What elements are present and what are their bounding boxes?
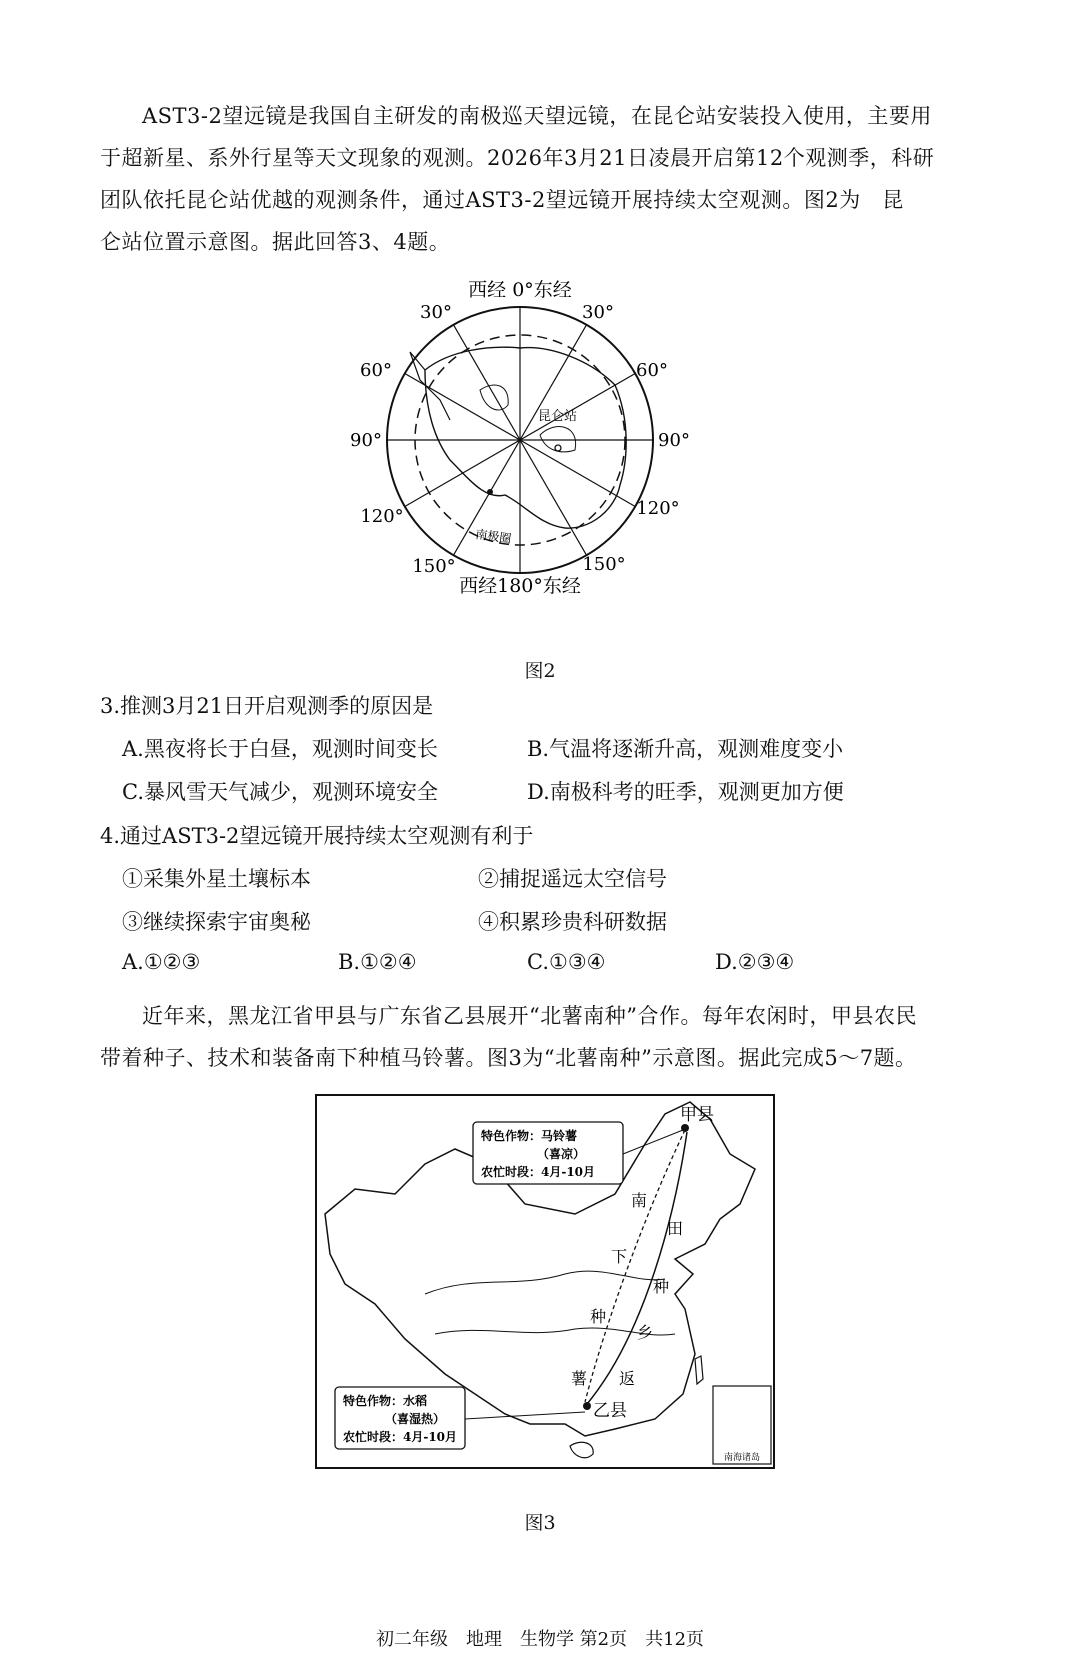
top-box-crop: 特色作物：马铃薯 <box>481 1129 578 1143</box>
passage-1-line-2: 于超新星、系外行星等天文现象的观测。2026年3月21日凌晨开启第12个观测季，科研 <box>100 146 935 170</box>
q4-item-1: ①采集外星土壤标本 <box>122 867 311 891</box>
lon-label-e30: 30° <box>582 302 614 323</box>
passage-1-line-3: 团队依托昆仑站优越的观测条件，通过AST3-2望远镜开展持续太空观测。图2为 昆 <box>100 188 904 212</box>
route-down-char-3: 种 <box>590 1307 607 1326</box>
route-up-char-4: 返 <box>619 1369 636 1388</box>
passage-2-line-2: 带着种子、技术和装备南下种植马铃薯。图3为“北薯南种”示意图。据此完成5～7题。 <box>100 1046 917 1070</box>
figure-2-caption: 图2 <box>524 660 556 682</box>
top-box-season: 农忙时段：4月-10月 <box>481 1165 596 1179</box>
route-up-char-3: 乡 <box>637 1323 654 1342</box>
lon-label-w60: 60° <box>360 360 392 381</box>
lon-label-w150: 150° <box>412 556 456 577</box>
lon-label-e120: 120° <box>636 498 680 519</box>
q3-option-a: A.黑夜将长于白昼，观测时间变长 <box>122 737 438 761</box>
lon-label-w90: 90° <box>350 430 382 451</box>
inset-label: 南海诸岛 <box>723 1453 761 1463</box>
figure-3-caption: 图3 <box>524 1512 556 1534</box>
bottom-box-crop: 特色作物：水稻 <box>343 1394 428 1408</box>
q4-stem: 4.通过AST3-2望远镜开展持续太空观测有利于 <box>100 824 534 848</box>
q4-option-c: C.①③④ <box>527 950 606 974</box>
q4-option-d: D.②③④ <box>715 950 795 974</box>
route-up-char-1: 田 <box>667 1219 684 1238</box>
lon-top-label: 西经 0°东经 <box>468 279 572 301</box>
bottom-box-season: 农忙时段：4月-10月 <box>343 1430 458 1444</box>
figure-2-polar-map <box>340 272 700 612</box>
antarctic-circle-label: 南极圈 <box>474 527 513 546</box>
q4-option-a: A.①②③ <box>122 950 201 974</box>
q3-option-b: B.气温将逐渐升高，观测难度变小 <box>527 737 844 761</box>
route-down-char-2: 下 <box>611 1247 628 1266</box>
bottom-box-habit: （喜湿热） <box>384 1412 446 1426</box>
route-up-char-2: 种 <box>653 1277 670 1296</box>
county-yi-label: 乙县 <box>593 1401 627 1421</box>
lon-label-e60: 60° <box>636 360 668 381</box>
q3-option-d: D.南极科考的旺季，观测更加方便 <box>527 780 844 804</box>
lon-label-e150: 150° <box>582 554 626 575</box>
passage-1-line-4: 仑站位置示意图。据此回答3、4题。 <box>100 230 451 254</box>
route-down-char-1: 南 <box>631 1191 648 1210</box>
lon-label-e90: 90° <box>658 430 690 451</box>
lon-label-w120: 120° <box>360 506 404 527</box>
page-footer: 初二年级 地理 生物学 第2页 共12页 <box>375 1629 705 1650</box>
q3-option-c: C.暴风雪天气减少，观测环境安全 <box>122 780 438 804</box>
passage-2-line-1: 近年来，黑龙江省甲县与广东省乙县展开“北薯南种”合作。每年农闲时，甲县农民 <box>142 1004 917 1028</box>
lon-label-w30: 30° <box>420 302 452 323</box>
station-label: 昆仑站 <box>538 409 578 424</box>
passage-1-line-1: AST3-2望远镜是我国自主研发的南极巡天望远镜，在昆仑站安装投入使用，主要用 <box>142 104 932 128</box>
q4-item-4: ④积累珍贵科研数据 <box>478 910 667 934</box>
route-down-char-4: 薯 <box>571 1369 588 1388</box>
figure-3-china-map <box>315 1094 775 1469</box>
q4-item-3: ③继续探索宇宙奥秘 <box>122 910 311 934</box>
q4-option-b: B.①②④ <box>338 950 417 974</box>
lon-bottom-label: 西经180°东经 <box>459 575 581 597</box>
county-jia-label: 甲县 <box>680 1105 714 1125</box>
q4-item-2: ②捕捉遥远太空信号 <box>478 867 667 891</box>
q3-stem: 3.推测3月21日开启观测季的原因是 <box>100 694 434 718</box>
top-box-habit: （喜凉） <box>536 1147 586 1161</box>
